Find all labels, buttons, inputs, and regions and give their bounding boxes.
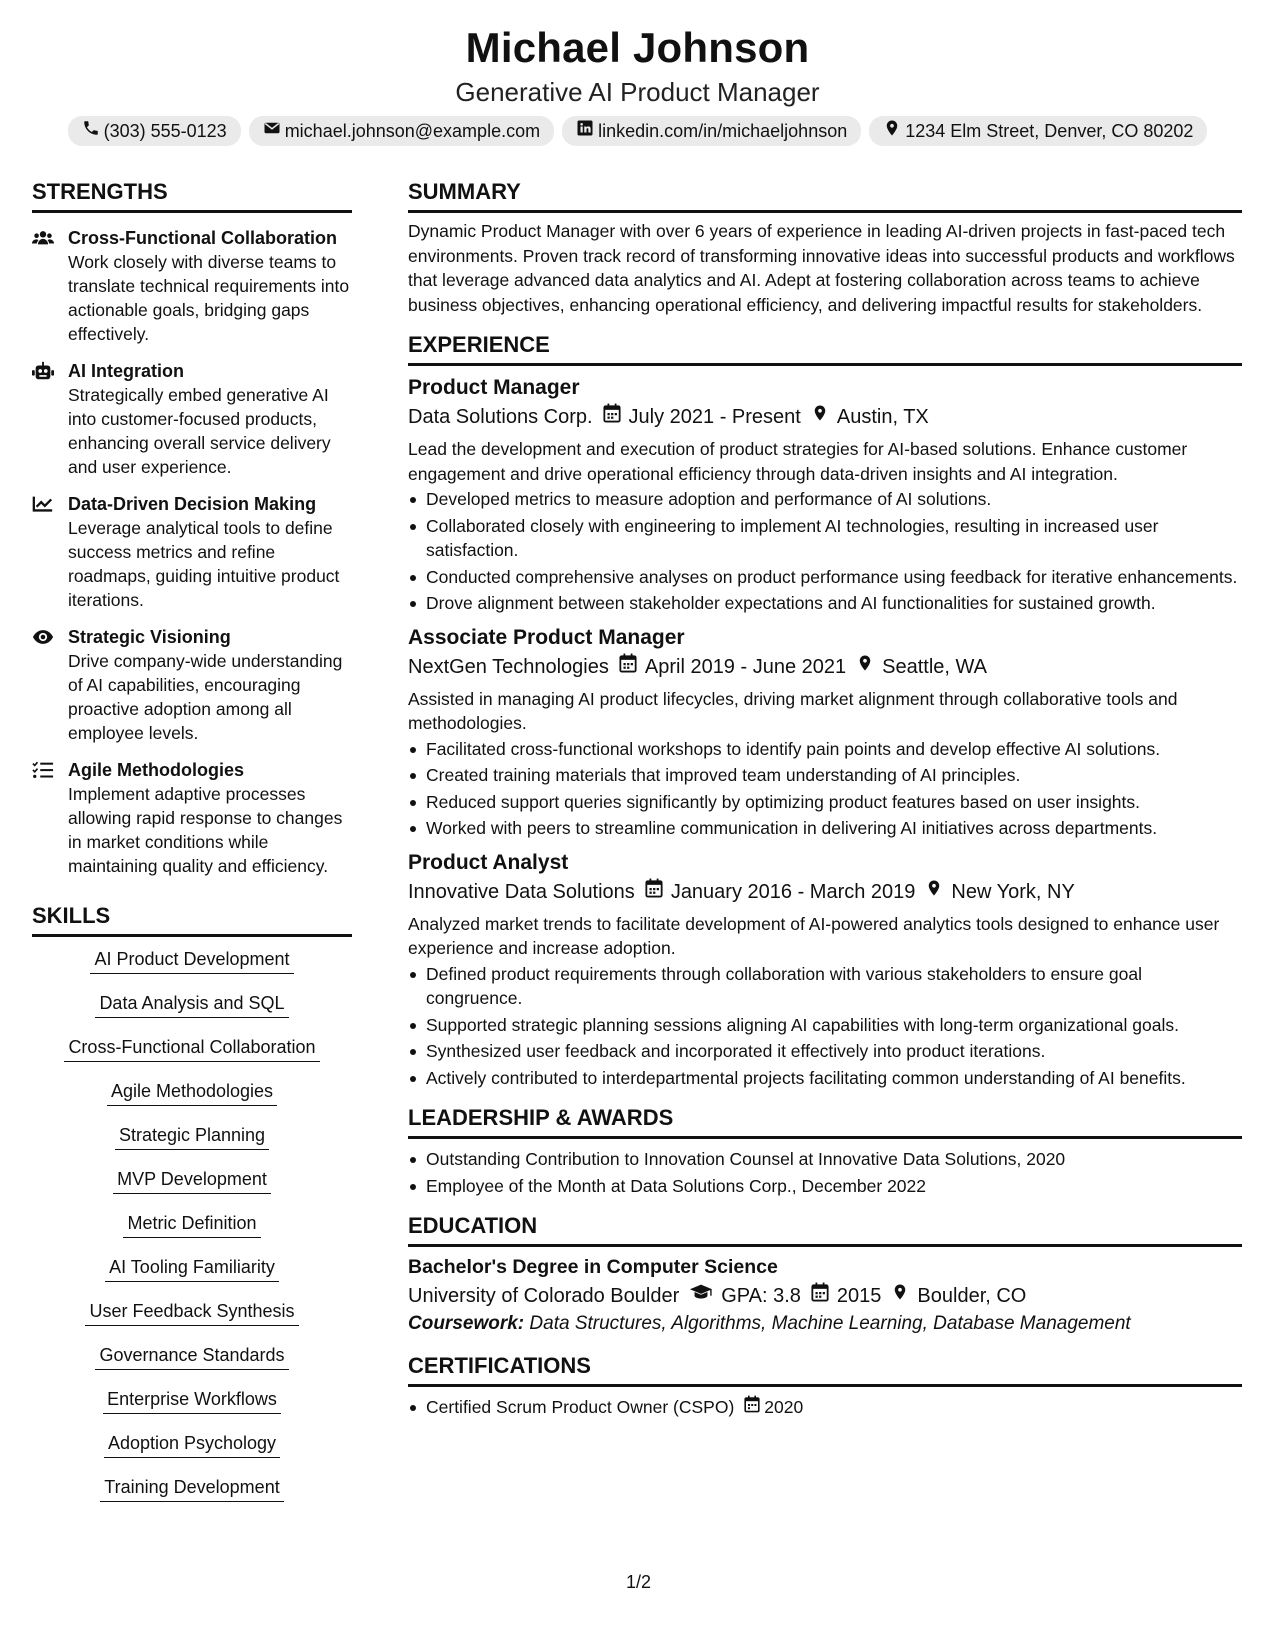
skill-tag: Enterprise Workflows (103, 1387, 281, 1414)
candidate-title: Generative AI Product Manager (455, 77, 820, 107)
list-item: Reduced support queries significantly by optimizing product features based on user insights. (408, 790, 1242, 815)
job-bullets (408, 962, 1242, 1091)
summary-section (408, 178, 1242, 317)
list-item: Collaborated closely with engineering to implement AI technologies, resulting in increased user satisfaction. (408, 514, 1242, 563)
strengths-section (32, 178, 352, 878)
email-chip[interactable] (249, 116, 554, 146)
leadership-section (408, 1104, 1242, 1198)
summary-text: Dynamic Product Manager with over 6 years of experience in leading AI-driven projects in fast-paced tech environments. Proven track record of transforming innovative ideas into successful products and workflows that leverage advanced data analytics and AI. Adept at fostering collaboration across teams to achieve business objectives, enhancing operational efficiency, and delivering impactful results for stakeholders. (408, 221, 1235, 315)
skill-tag: MVP Development (113, 1167, 271, 1194)
list-item: Defined product requirements through collaboration with various stakeholders to ensure goal congruence. (408, 962, 1242, 1011)
calendar-icon (603, 403, 623, 431)
list-item: Worked with peers to streamline communication in delivering AI initiatives across departments. (408, 816, 1242, 841)
job-title: Associate Product Manager (408, 625, 685, 649)
map-pin-icon (856, 653, 876, 681)
list-item: Supported strategic planning sessions aligning AI capabilities with long-term organizational goals. (408, 1013, 1242, 1038)
map-pin-icon (883, 119, 901, 143)
job-meta (408, 653, 1242, 681)
skills-section (32, 902, 352, 1519)
skill-tag: Cross-Functional Collaboration (64, 1035, 319, 1062)
list-item: Facilitated cross-functional workshops to identify pain points and develop effective AI solutions. (408, 737, 1242, 762)
certification-year: 2020 (764, 1397, 804, 1417)
list-item: Employee of the Month at Data Solutions Corp., December 2022 (408, 1174, 1242, 1199)
certifications-heading: CERTIFICATIONS (408, 1352, 1242, 1387)
skill-tag: Adoption Psychology (104, 1431, 280, 1458)
job-description: Lead the development and execution of product strategies for AI-based solutions. Enhance customer engagement and drive operational efficiency through data-driven insights and AI integration. (408, 439, 1188, 484)
skill-tag: Governance Standards (95, 1343, 288, 1370)
users-icon (32, 226, 56, 346)
leadership-heading: LEADERSHIP & AWARDS (408, 1104, 1242, 1139)
job-dates: January 2016 - March 2019 (670, 880, 916, 903)
right-column (408, 178, 1242, 1434)
robot-icon (32, 359, 56, 479)
job-location: Seattle, WA (882, 655, 987, 678)
strength-title: Cross-Functional Collaboration (68, 228, 338, 248)
strength-item (32, 492, 352, 612)
job-bullets (408, 487, 1242, 616)
list-item: Conducted comprehensive analyses on product performance using feedback for iterative enhancements. (408, 565, 1242, 590)
job-title: Product Manager (408, 376, 580, 399)
strength-desc: Implement adaptive processes allowing rapid response to changes in market conditions while maintaining quality and efficiency. (68, 784, 343, 876)
gpa-text: GPA: 3.8 (721, 1285, 801, 1307)
contact-bar (0, 116, 1275, 146)
list-item: Developed metrics to measure adoption and performance of AI solutions. (408, 487, 1242, 512)
page-number: 1/2 (626, 1572, 652, 1592)
eye-icon (32, 625, 56, 745)
job-entry (408, 624, 1242, 841)
job-location: Austin, TX (836, 406, 929, 428)
job-company: Innovative Data Solutions (408, 880, 635, 903)
strength-desc: Drive company-wide understanding of AI capabilities, encouraging proactive adoption among all employee levels. (68, 651, 343, 743)
linkedin-chip[interactable] (562, 116, 861, 146)
strength-desc: Leverage analytical tools to define success metrics and refine roadmaps, guiding intuitive product iterations. (68, 518, 340, 610)
school-name: University of Colorado Boulder (408, 1285, 680, 1307)
linkedin-icon (576, 119, 594, 143)
list-item (408, 1395, 1242, 1420)
job-title: Product Analyst (408, 850, 569, 874)
skill-tag: AI Product Development (90, 947, 293, 974)
education-heading: EDUCATION (408, 1212, 1242, 1247)
skill-tag: Data Analysis and SQL (95, 991, 288, 1018)
list-check-icon (32, 758, 56, 878)
job-dates: July 2021 - Present (628, 406, 801, 428)
email-text: michael.johnson@example.com (284, 121, 541, 141)
experience-section (408, 331, 1242, 1090)
candidate-name: Michael Johnson (465, 24, 810, 71)
calendar-icon (645, 878, 665, 906)
coursework (408, 1310, 1242, 1338)
job-description: Assisted in managing AI product lifecycles, driving market alignment through collaborative tools and methodologies. (408, 688, 1178, 733)
school-location: Boulder, CO (917, 1285, 1027, 1307)
coursework-label: Coursework: (408, 1313, 525, 1334)
job-company: NextGen Technologies (408, 655, 609, 678)
strength-title: AI Integration (68, 361, 184, 381)
education-meta (408, 1282, 1242, 1310)
phone-chip[interactable] (68, 116, 241, 146)
graduation-cap-icon (689, 1282, 715, 1310)
map-pin-icon (811, 403, 831, 431)
skills-heading: SKILLS (32, 902, 352, 937)
summary-heading: SUMMARY (408, 178, 1242, 213)
education-section (408, 1212, 1242, 1338)
list-item: Created training materials that improved team understanding of AI principles. (408, 763, 1242, 788)
strength-title: Strategic Visioning (68, 627, 231, 647)
strength-item (32, 226, 352, 346)
skill-tag: AI Tooling Familiarity (105, 1255, 279, 1282)
coursework-text: Data Structures, Algorithms, Machine Learning, Database Management (529, 1313, 1131, 1334)
list-item: Outstanding Contribution to Innovation Counsel at Innovative Data Solutions, 2020 (408, 1147, 1242, 1172)
strength-item (32, 625, 352, 745)
skill-tag: Agile Methodologies (107, 1079, 277, 1106)
skill-tag: User Feedback Synthesis (85, 1299, 298, 1326)
chart-line-icon (32, 492, 56, 612)
resume-header (0, 22, 1275, 146)
job-dates: April 2019 - June 2021 (644, 655, 847, 678)
certifications-section (408, 1352, 1242, 1420)
certification-name: Certified Scrum Product Owner (CSPO) (426, 1397, 735, 1417)
skills-list (32, 947, 352, 1519)
certifications-list (408, 1395, 1242, 1420)
strength-title: Agile Methodologies (68, 760, 245, 780)
list-item: Synthesized user feedback and incorporated it effectively into product iterations. (408, 1039, 1242, 1064)
envelope-icon (263, 119, 281, 143)
skill-tag: Strategic Planning (115, 1123, 269, 1150)
job-entry (408, 849, 1242, 1091)
skill-tag: Training Development (100, 1475, 283, 1502)
phone-icon (82, 119, 100, 143)
strength-item (32, 359, 352, 479)
linkedin-text: linkedin.com/in/michaeljohnson (598, 121, 848, 141)
map-pin-icon (891, 1282, 911, 1310)
left-column (32, 178, 352, 1519)
job-meta (408, 878, 1242, 906)
strength-desc: Work closely with diverse teams to translate technical requirements into actionable goals, bridging gaps effectively. (68, 252, 350, 344)
strengths-heading: STRENGTHS (32, 178, 352, 213)
skill-tag: Metric Definition (123, 1211, 260, 1238)
phone-text: (303) 555-0123 (103, 121, 227, 141)
job-entry (408, 374, 1242, 616)
calendar-icon (811, 1282, 831, 1310)
address-text: 1234 Elm Street, Denver, CO 80202 (905, 121, 1194, 141)
degree-title: Bachelor's Degree in Computer Science (408, 1256, 778, 1278)
job-description: Analyzed market trends to facilitate development of AI-powered analytics tools designed to enhance user experience and increase adoption. (408, 913, 1220, 958)
experience-heading: EXPERIENCE (408, 331, 1242, 366)
map-pin-icon (925, 878, 945, 906)
strength-item (32, 758, 352, 878)
calendar-icon (619, 653, 639, 681)
awards-list (408, 1147, 1242, 1198)
list-item: Drove alignment between stakeholder expectations and AI functionalities for sustained growth. (408, 591, 1242, 616)
strength-desc: Strategically embed generative AI into customer-focused products, enhancing overall service delivery and user experience. (68, 385, 331, 477)
calendar-icon (744, 1395, 760, 1420)
job-company: Data Solutions Corp. (408, 406, 593, 428)
strength-title: Data-Driven Decision Making (68, 494, 317, 514)
address-chip[interactable] (869, 116, 1207, 146)
job-meta (408, 403, 1242, 431)
list-item: Actively contributed to interdepartmental projects facilitating common understanding of AI benefits. (408, 1066, 1242, 1091)
job-bullets (408, 737, 1242, 841)
job-location: New York, NY (951, 880, 1075, 903)
graduation-year: 2015 (836, 1285, 882, 1307)
